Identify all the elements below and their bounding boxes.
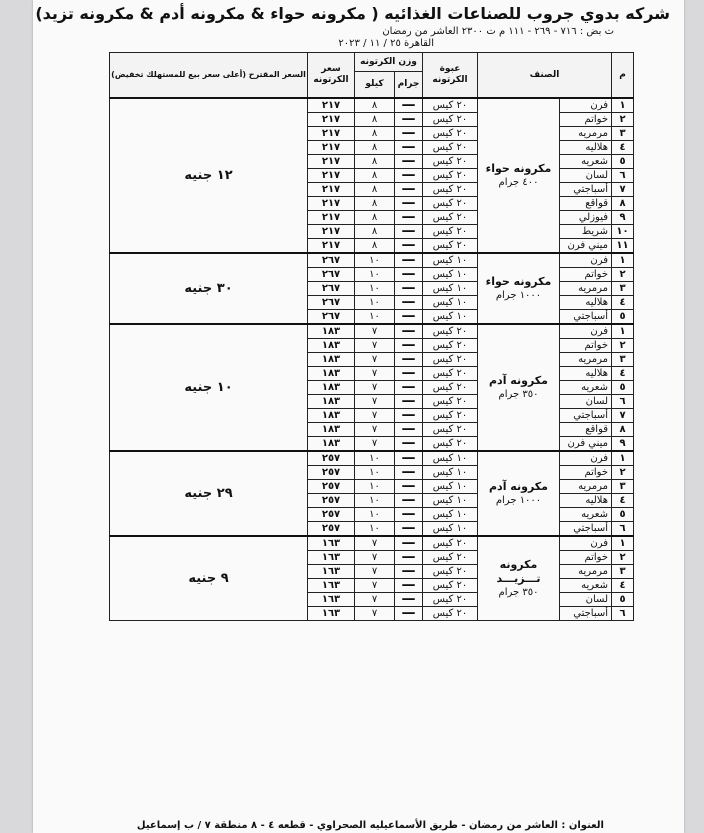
shape-cell: مرمريه <box>560 353 612 367</box>
package-cell: ١٠ كيس <box>423 451 478 466</box>
gram-cell: — <box>395 268 423 282</box>
col-category: الصنف <box>478 53 612 99</box>
shape-cell: شعريه <box>560 579 612 593</box>
shape-cell: ميني فرن <box>560 239 612 254</box>
table-row <box>110 451 634 466</box>
kilo-cell: ١٠ <box>355 296 395 310</box>
col-kilo: كيلو <box>355 72 395 99</box>
product-weight: ٣٥٠ جرام <box>498 388 539 400</box>
kilo-cell: ١٠ <box>355 508 395 522</box>
product-name: مكرونه حواء <box>485 274 552 288</box>
kilo-cell: ٨ <box>355 169 395 183</box>
row-number-cell: ٤ <box>612 367 634 381</box>
row-number-cell: ١١ <box>612 239 634 254</box>
kilo-cell: ٧ <box>355 437 395 452</box>
suggested-price-cell: ٢٩ جنيه <box>110 451 308 536</box>
package-cell: ٢٠ كيس <box>423 607 478 621</box>
row-number-cell: ٩ <box>612 437 634 452</box>
row-number-cell: ٧ <box>612 409 634 423</box>
kilo-cell: ١٠ <box>355 282 395 296</box>
package-cell: ٢٠ كيس <box>423 437 478 452</box>
shape-cell: مرمريه <box>560 127 612 141</box>
row-number-cell: ٥ <box>612 155 634 169</box>
gram-cell: — <box>395 508 423 522</box>
row-number-cell: ٣ <box>612 480 634 494</box>
gram-cell: — <box>395 480 423 494</box>
package-cell: ٢٠ كيس <box>423 536 478 551</box>
carton-price-cell: ٢٥٧ <box>308 522 355 537</box>
gram-cell: — <box>395 423 423 437</box>
gram-cell: — <box>395 324 423 339</box>
table-row <box>110 536 634 551</box>
package-cell: ٢٠ كيس <box>423 353 478 367</box>
kilo-cell: ٧ <box>355 381 395 395</box>
carton-price-cell: ٢١٧ <box>308 155 355 169</box>
package-cell: ٢٠ كيس <box>423 141 478 155</box>
package-cell: ٢٠ كيس <box>423 155 478 169</box>
package-cell: ٢٠ كيس <box>423 239 478 254</box>
table-header-row <box>110 53 634 72</box>
package-cell: ٢٠ كيس <box>423 197 478 211</box>
shape-cell: خواتم <box>560 113 612 127</box>
carton-price-cell: ٢١٧ <box>308 197 355 211</box>
shape-cell: أسباجتي <box>560 409 612 423</box>
suggested-price-cell: ١٢ جنيه <box>110 98 308 253</box>
package-cell: ١٠ كيس <box>423 310 478 325</box>
carton-price-cell: ١٨٣ <box>308 437 355 452</box>
row-number-cell: ٢ <box>612 339 634 353</box>
row-number-cell: ٦ <box>612 522 634 537</box>
kilo-cell: ٧ <box>355 607 395 621</box>
product-name: مكرونه آدم <box>489 479 548 493</box>
row-number-cell: ٤ <box>612 296 634 310</box>
carton-price-cell: ١٦٣ <box>308 551 355 565</box>
carton-price-cell: ٢١٧ <box>308 141 355 155</box>
kilo-cell: ٧ <box>355 536 395 551</box>
shape-cell: أسباجتي <box>560 183 612 197</box>
kilo-cell: ٧ <box>355 593 395 607</box>
gram-cell: — <box>395 451 423 466</box>
col-carton-weight: وزن الكرتونه <box>355 53 423 72</box>
shape-cell: ميني فرن <box>560 437 612 452</box>
shape-cell: فرن <box>560 536 612 551</box>
kilo-cell: ٨ <box>355 239 395 254</box>
shape-cell: هلاليه <box>560 367 612 381</box>
shape-cell: مرمريه <box>560 565 612 579</box>
gram-cell: — <box>395 579 423 593</box>
shape-cell: خواتم <box>560 466 612 480</box>
product-name-cell <box>478 536 560 621</box>
shape-cell: هلاليه <box>560 141 612 155</box>
package-cell: ٢٠ كيس <box>423 324 478 339</box>
shape-cell: شريط <box>560 225 612 239</box>
carton-price-cell: ١٦٣ <box>308 579 355 593</box>
carton-price-cell: ٢٥٧ <box>308 466 355 480</box>
kilo-cell: ١٠ <box>355 268 395 282</box>
shape-cell: لسان <box>560 593 612 607</box>
gram-cell: — <box>395 466 423 480</box>
package-cell: ٢٠ كيس <box>423 127 478 141</box>
gram-cell: — <box>395 607 423 621</box>
gram-cell: — <box>395 296 423 310</box>
package-cell: ٢٠ كيس <box>423 113 478 127</box>
kilo-cell: ٧ <box>355 551 395 565</box>
package-cell: ١٠ كيس <box>423 494 478 508</box>
kilo-cell: ٨ <box>355 113 395 127</box>
carton-price-cell: ٢١٧ <box>308 239 355 254</box>
carton-price-cell: ٢١٧ <box>308 98 355 113</box>
shape-cell: مرمريه <box>560 282 612 296</box>
kilo-cell: ٨ <box>355 197 395 211</box>
carton-price-cell: ١٦٣ <box>308 593 355 607</box>
package-cell: ٢٠ كيس <box>423 409 478 423</box>
row-number-cell: ٢ <box>612 268 634 282</box>
gram-cell: — <box>395 395 423 409</box>
kilo-cell: ٨ <box>355 141 395 155</box>
shape-cell: خواتم <box>560 339 612 353</box>
package-cell: ١٠ كيس <box>423 466 478 480</box>
kilo-cell: ٨ <box>355 183 395 197</box>
package-cell: ٢٠ كيس <box>423 565 478 579</box>
package-cell: ٢٠ كيس <box>423 339 478 353</box>
carton-price-cell: ٢١٧ <box>308 225 355 239</box>
kilo-cell: ٧ <box>355 353 395 367</box>
kilo-cell: ١٠ <box>355 253 395 268</box>
product-name-cell <box>478 98 560 253</box>
gram-cell: — <box>395 282 423 296</box>
shape-cell: شعريه <box>560 381 612 395</box>
gram-cell: — <box>395 113 423 127</box>
carton-price-cell: ١٨٣ <box>308 395 355 409</box>
product-weight: ٤٠٠ جرام <box>498 176 539 188</box>
kilo-cell: ٧ <box>355 423 395 437</box>
row-number-cell: ٣ <box>612 127 634 141</box>
package-cell: ٢٠ كيس <box>423 211 478 225</box>
row-number-cell: ٤ <box>612 141 634 155</box>
row-number-cell: ٢ <box>612 113 634 127</box>
product-name: مكرونه حواء <box>485 161 552 175</box>
table-row <box>110 324 634 339</box>
shape-cell: شعريه <box>560 155 612 169</box>
kilo-cell: ١٠ <box>355 480 395 494</box>
kilo-cell: ١٠ <box>355 494 395 508</box>
col-package: عبوة الكرتونه <box>423 53 478 99</box>
row-number-cell: ٥ <box>612 310 634 325</box>
shape-cell: فرن <box>560 98 612 113</box>
gram-cell: — <box>395 253 423 268</box>
gram-cell: — <box>395 310 423 325</box>
carton-price-cell: ٢٥٧ <box>308 480 355 494</box>
row-number-cell: ٦ <box>612 395 634 409</box>
row-number-cell: ١ <box>612 451 634 466</box>
carton-price-cell: ١٨٣ <box>308 381 355 395</box>
kilo-cell: ٨ <box>355 127 395 141</box>
gram-cell: — <box>395 551 423 565</box>
product-name: مكرونه تـــزيـــد <box>496 557 541 585</box>
package-cell: ١٠ كيس <box>423 296 478 310</box>
company-contact-line: ت بض : ٧١٦ - ٢٦٩ - ١١١ م ت ٢٣٠٠ العاشر من رمضان <box>382 26 614 37</box>
row-number-cell: ٧ <box>612 183 634 197</box>
kilo-cell: ٧ <box>355 409 395 423</box>
package-cell: ٢٠ كيس <box>423 98 478 113</box>
package-cell: ٢٠ كيس <box>423 183 478 197</box>
shape-cell: أسباجتي <box>560 522 612 537</box>
carton-price-cell: ١٨٣ <box>308 353 355 367</box>
kilo-cell: ٧ <box>355 579 395 593</box>
package-cell: ١٠ كيس <box>423 282 478 296</box>
package-cell: ٢٠ كيس <box>423 395 478 409</box>
gram-cell: — <box>395 536 423 551</box>
kilo-cell: ٨ <box>355 98 395 113</box>
table-row <box>110 253 634 268</box>
gram-cell: — <box>395 353 423 367</box>
footer-address: العنوان : العاشر من رمضان - طريق الأسماعيليه الصحراوي - قطعه ٤ - ٨ منطقة ٧ / ب إسماعيل <box>136 820 604 831</box>
package-cell: ١٠ كيس <box>423 268 478 282</box>
row-number-cell: ٥ <box>612 381 634 395</box>
col-suggested-price: السعر المقترح (أعلى سعر بيع للمستهلك تخفيض) <box>110 53 308 99</box>
gram-cell: — <box>395 494 423 508</box>
shape-cell: لسان <box>560 169 612 183</box>
carton-price-cell: ٢٥٧ <box>308 508 355 522</box>
gram-cell: — <box>395 239 423 254</box>
shape-cell: مرمريه <box>560 480 612 494</box>
kilo-cell: ٧ <box>355 565 395 579</box>
package-cell: ١٠ كيس <box>423 480 478 494</box>
kilo-cell: ٨ <box>355 211 395 225</box>
carton-price-cell: ٢١٧ <box>308 127 355 141</box>
gram-cell: — <box>395 197 423 211</box>
row-number-cell: ٦ <box>612 607 634 621</box>
carton-price-cell: ١٦٣ <box>308 565 355 579</box>
price-table <box>109 52 634 621</box>
package-cell: ٢٠ كيس <box>423 367 478 381</box>
carton-price-cell: ٢٦٧ <box>308 253 355 268</box>
carton-price-cell: ١٦٣ <box>308 536 355 551</box>
suggested-price-cell: ٣٠ جنيه <box>110 253 308 324</box>
gram-cell: — <box>395 565 423 579</box>
gram-cell: — <box>395 127 423 141</box>
carton-price-cell: ٢١٧ <box>308 183 355 197</box>
gram-cell: — <box>395 381 423 395</box>
product-weight: ١٠٠٠ جرام <box>495 289 542 301</box>
gram-cell: — <box>395 437 423 452</box>
row-number-cell: ٦ <box>612 169 634 183</box>
carton-price-cell: ٢١٧ <box>308 113 355 127</box>
package-cell: ٢٠ كيس <box>423 381 478 395</box>
kilo-cell: ١٠ <box>355 522 395 537</box>
carton-price-cell: ٢٥٧ <box>308 451 355 466</box>
gram-cell: — <box>395 155 423 169</box>
row-number-cell: ٤ <box>612 579 634 593</box>
table-row <box>110 98 634 113</box>
shape-cell: فرن <box>560 451 612 466</box>
product-weight: ١٠٠٠ جرام <box>495 494 542 506</box>
row-number-cell: ١ <box>612 324 634 339</box>
package-cell: ١٠ كيس <box>423 522 478 537</box>
gram-cell: — <box>395 522 423 537</box>
package-cell: ٢٠ كيس <box>423 551 478 565</box>
carton-price-cell: ٢٦٧ <box>308 296 355 310</box>
row-number-cell: ٥ <box>612 593 634 607</box>
gram-cell: — <box>395 225 423 239</box>
kilo-cell: ١٠ <box>355 310 395 325</box>
shape-cell: هلاليه <box>560 494 612 508</box>
row-number-cell: ١ <box>612 536 634 551</box>
row-number-cell: ٥ <box>612 508 634 522</box>
product-name-cell <box>478 451 560 536</box>
gram-cell: — <box>395 141 423 155</box>
gram-cell: — <box>395 593 423 607</box>
col-carton-price: سعر الكرتونه <box>308 53 355 99</box>
row-number-cell: ٤ <box>612 494 634 508</box>
gram-cell: — <box>395 169 423 183</box>
package-cell: ١٠ كيس <box>423 253 478 268</box>
carton-price-cell: ٢٦٧ <box>308 268 355 282</box>
kilo-cell: ١٠ <box>355 466 395 480</box>
gram-cell: — <box>395 98 423 113</box>
gram-cell: — <box>395 409 423 423</box>
row-number-cell: ٨ <box>612 197 634 211</box>
package-cell: ٢٠ كيس <box>423 169 478 183</box>
row-number-cell: ١ <box>612 253 634 268</box>
price-list-document <box>33 0 684 833</box>
product-name-cell <box>478 253 560 324</box>
gram-cell: — <box>395 183 423 197</box>
package-cell: ٢٠ كيس <box>423 423 478 437</box>
carton-price-cell: ١٨٣ <box>308 423 355 437</box>
package-cell: ٢٠ كيس <box>423 225 478 239</box>
shape-cell: لسان <box>560 395 612 409</box>
kilo-cell: ٧ <box>355 395 395 409</box>
shape-cell: فرن <box>560 253 612 268</box>
gram-cell: — <box>395 367 423 381</box>
row-number-cell: ٩ <box>612 211 634 225</box>
row-number-cell: ٢ <box>612 551 634 565</box>
suggested-price-cell: ٩ جنيه <box>110 536 308 621</box>
kilo-cell: ٧ <box>355 367 395 381</box>
shape-cell: قواقع <box>560 197 612 211</box>
city-date-line: القاهرة ٢٥ / ١١ / ٢٠٢٣ <box>338 38 434 49</box>
shape-cell: هلاليه <box>560 296 612 310</box>
carton-price-cell: ٢١٧ <box>308 211 355 225</box>
carton-price-cell: ١٨٣ <box>308 339 355 353</box>
suggested-price-cell: ١٠ جنيه <box>110 324 308 451</box>
row-number-cell: ٣ <box>612 353 634 367</box>
kilo-cell: ٧ <box>355 324 395 339</box>
kilo-cell: ٧ <box>355 339 395 353</box>
gram-cell: — <box>395 339 423 353</box>
shape-cell: أسباجتي <box>560 607 612 621</box>
package-cell: ٢٠ كيس <box>423 593 478 607</box>
row-number-cell: ٣ <box>612 282 634 296</box>
carton-price-cell: ٢٦٧ <box>308 282 355 296</box>
package-cell: ١٠ كيس <box>423 508 478 522</box>
row-number-cell: ٢ <box>612 466 634 480</box>
carton-price-cell: ٢٥٧ <box>308 494 355 508</box>
carton-price-cell: ١٨٣ <box>308 324 355 339</box>
shape-cell: خواتم <box>560 268 612 282</box>
carton-price-cell: ١٨٣ <box>308 367 355 381</box>
row-number-cell: ١ <box>612 98 634 113</box>
gram-cell: — <box>395 211 423 225</box>
kilo-cell: ٨ <box>355 225 395 239</box>
carton-price-cell: ١٨٣ <box>308 409 355 423</box>
kilo-cell: ٨ <box>355 155 395 169</box>
product-name: مكرونه آدم <box>489 373 548 387</box>
shape-cell: شعريه <box>560 508 612 522</box>
product-weight: ٣٥٠ جرام <box>498 586 539 598</box>
kilo-cell: ١٠ <box>355 451 395 466</box>
company-title: شركه بدوي جروب للصناعات الغذائيه ( مكرونه حواء & مكرونه أدم & مكرونه تزيد) <box>35 4 670 23</box>
col-gram: جرام <box>395 72 423 99</box>
shape-cell: فرن <box>560 324 612 339</box>
row-number-cell: ١٠ <box>612 225 634 239</box>
carton-price-cell: ١٦٣ <box>308 607 355 621</box>
row-number-cell: ٣ <box>612 565 634 579</box>
col-row-no: م <box>612 53 634 99</box>
row-number-cell: ٨ <box>612 423 634 437</box>
carton-price-cell: ٢٦٧ <box>308 310 355 325</box>
shape-cell: قواقع <box>560 423 612 437</box>
shape-cell: أسباجتي <box>560 310 612 325</box>
carton-price-cell: ٢١٧ <box>308 169 355 183</box>
product-name-cell <box>478 324 560 451</box>
shape-cell: فيوزلي <box>560 211 612 225</box>
shape-cell: خواتم <box>560 551 612 565</box>
package-cell: ٢٠ كيس <box>423 579 478 593</box>
